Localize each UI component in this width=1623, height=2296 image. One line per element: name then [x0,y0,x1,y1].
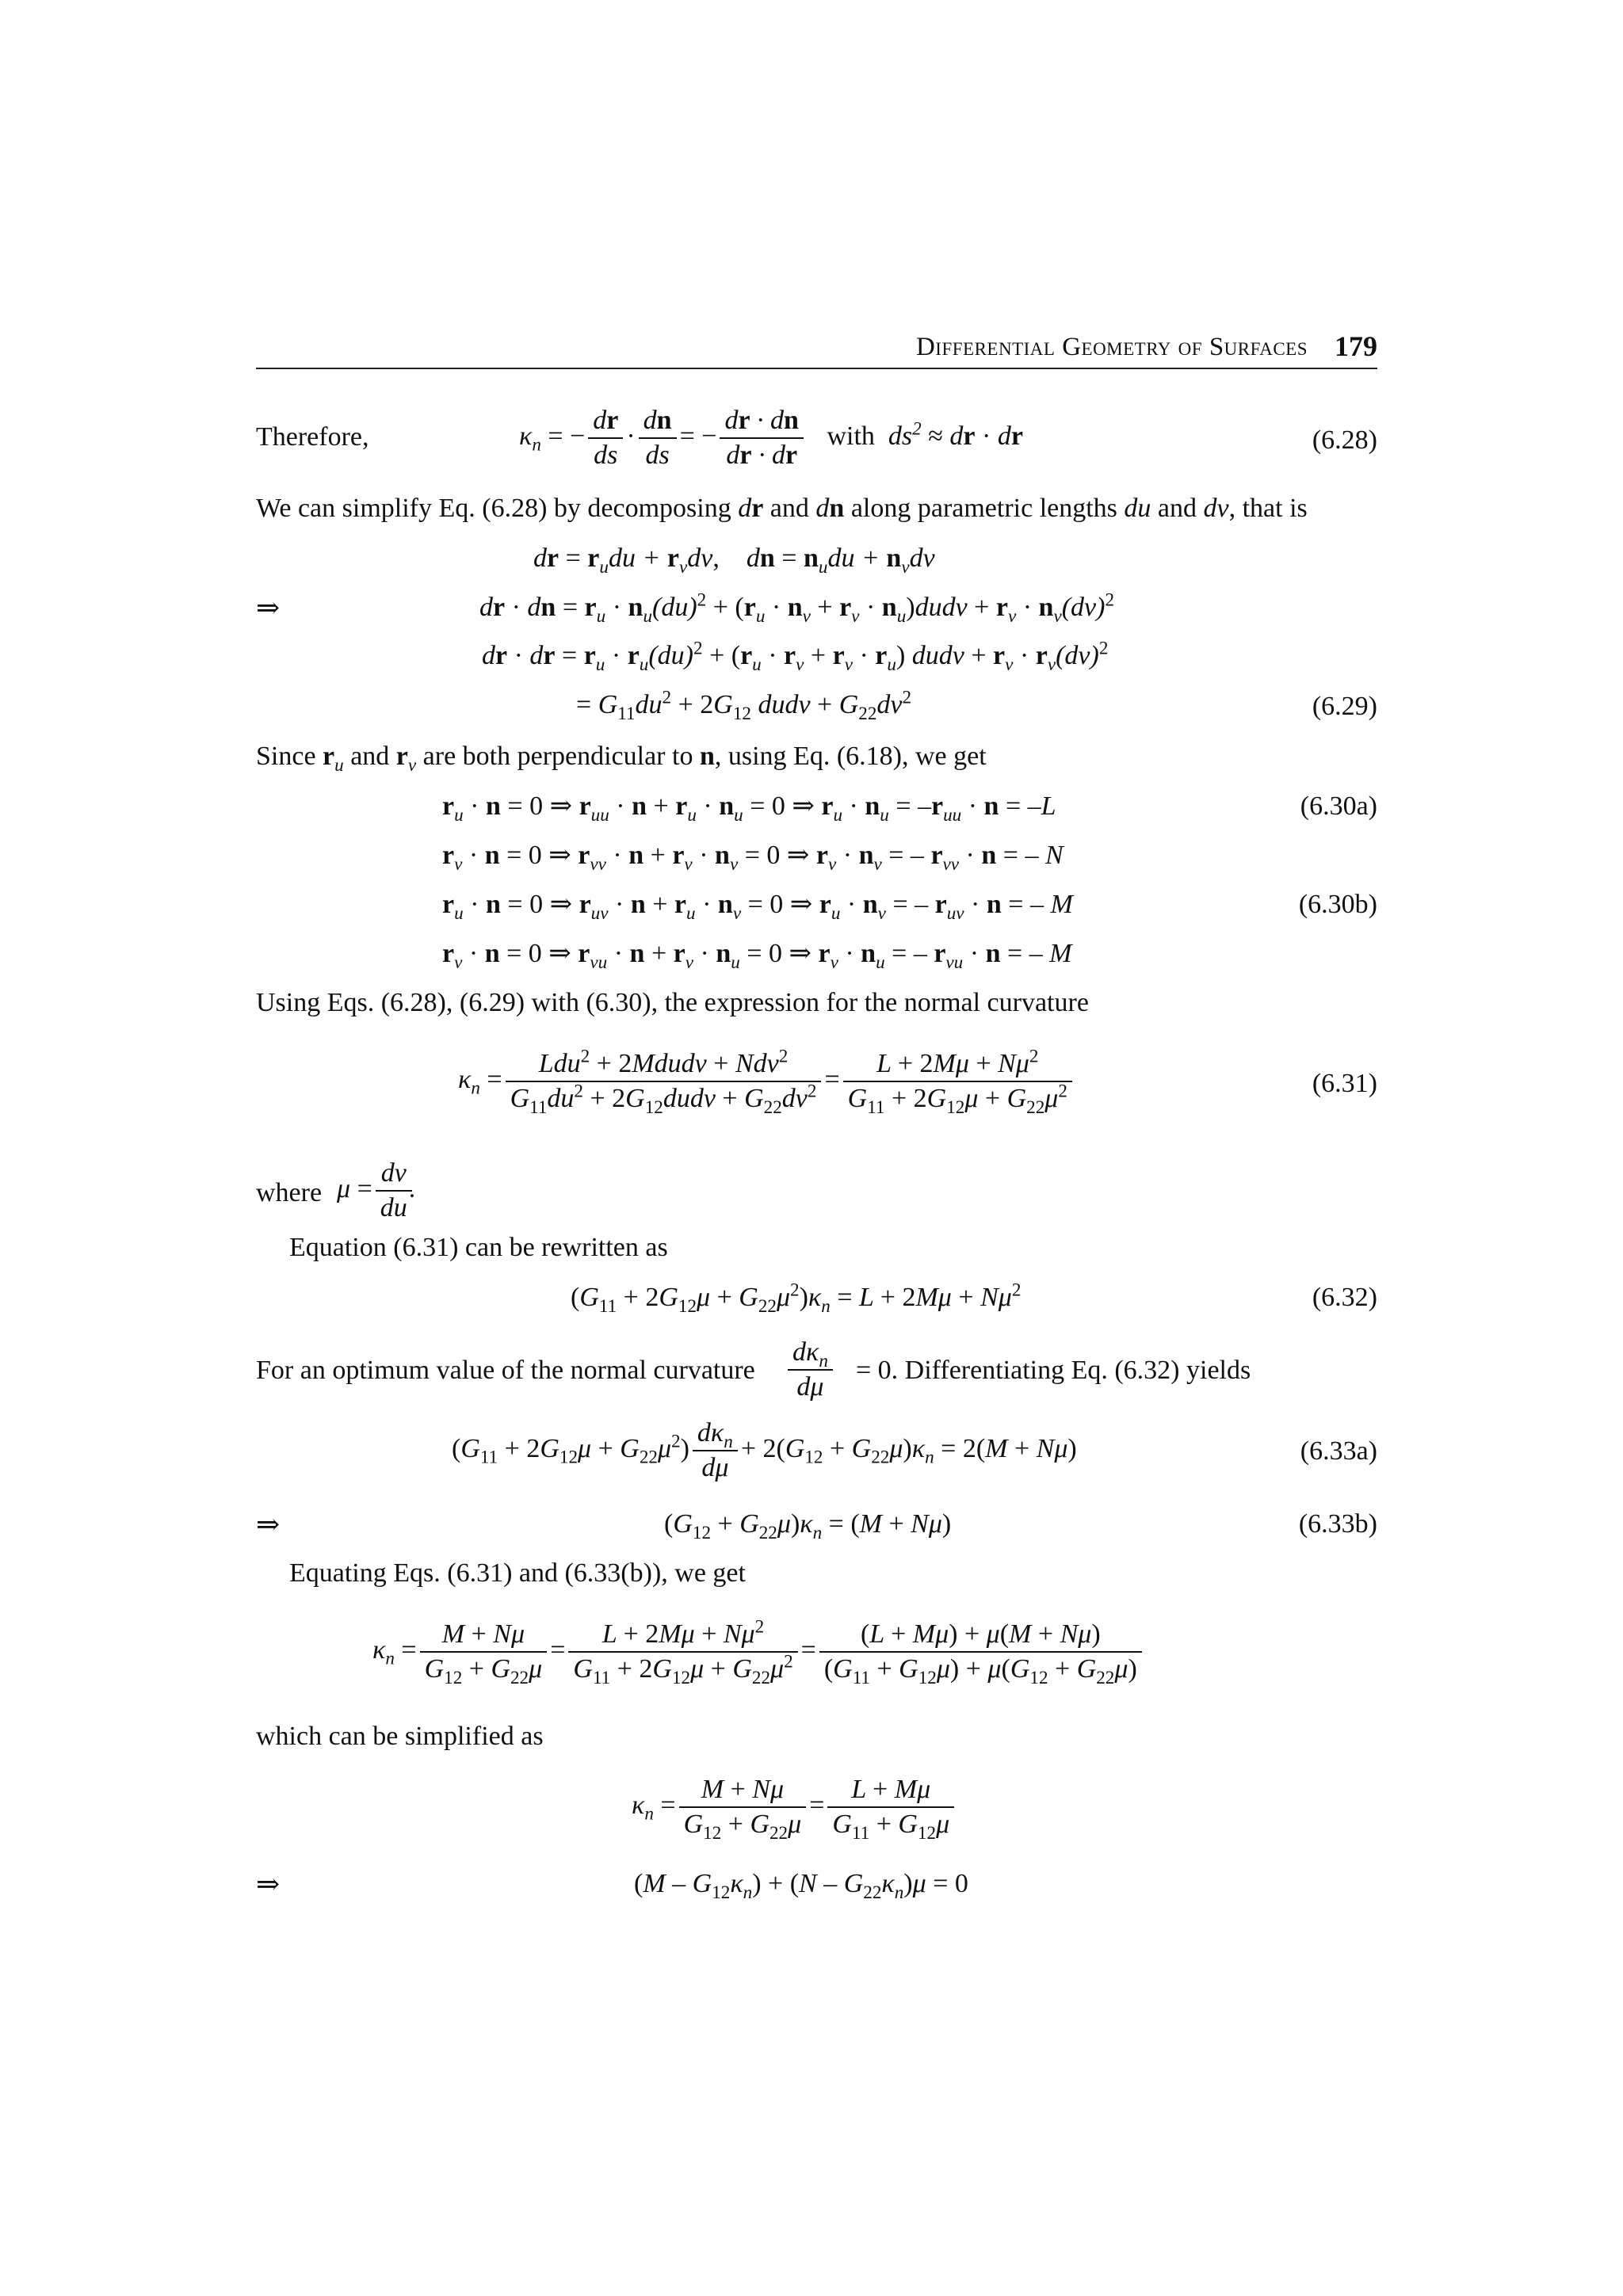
equation-dkappa-dmu: $\frac{d\kappa_n}{d\mu}$ [785,1336,836,1404]
equation-kappa-equalities: $\kappa_n$ = $\frac{M + N\mu}{G_{12} + G_{22}\mu}$ = $\frac{L + 2M\mu + N\mu^2}{G_{11} + 2G_{12}\mu + G_{22}\mu^2}$ = $\frac{(L + M\mu) + \mu(M + N\mu)}{(G_{11} + G_{12}\mu) + \mu(G_{12} + G_{22}\mu)}$ [372,1618,1145,1686]
eq-number-6-30a: (6.30a) [1300,791,1377,821]
equation-first-fundamental-form: = $G_{11}du^2 + 2G_{12}$ dudv + $G_{22}dv^2$ [576,687,912,724]
eq-number-6-29: (6.29) [1312,692,1377,721]
page-header [256,330,1377,369]
paragraph-using: Using Eqs. (6.28), (6.29) with (6.30), the expression for the normal curvature [256,988,1089,1017]
implies-symbol: ⇒ [256,592,281,624]
paragraph-since: Since $r_u$ and $r_v$ are both perpendicular to n, using Eq. (6.18), we get [256,742,987,776]
equation-dr-dn-decomp: dr = $r_udu + r_vdv$, dn = $n_udu + n_vdv$ [533,543,935,578]
equation-dr-dot-dn: dr · dn = $r_u \cdot n_u(du)^2 + (r_u \cdot n_v + r_v$ · $n_u)dudv + r_v \cdot n_v(dv)^2$ [479,589,1115,627]
equation-6-30b: $r_u \cdot n = 0$ ⇒ $r_{uv} \cdot n + r_u \cdot n_v = 0$ ⇒ $r_u \cdot n_v$ = – $r_{uv} \cdot n$ = – M [442,890,1073,924]
equation-6-33b: $(G_{12} + G_{22}\mu)\kappa_n = (M + N\mu)$ [664,1509,952,1543]
equation-6-28: $\kappa_n$ = − $\frac{dr}{ds}$ · $\frac{dn}{ds}$ = − $\frac{dr \cdot dn}{dr \cdot dr}$ with $ds^2$ ≈ dr · dr [519,406,1023,470]
equation-rv-nu: $r_v \cdot n = 0$ ⇒ $r_{vu} \cdot n + r_v \cdot n_u = 0$ ⇒ $r_v \cdot n_u$ = – $r_{vu} \cdot n$ = – M [442,939,1072,973]
implies-symbol: ⇒ [256,1868,281,1900]
equation-6-31: $\kappa_n$ = $\frac{Ldu^2 + 2Mdudv + Ndv^2}{G_{11}du^2 + 2G_{12}dudv + G_{22}dv^2}$ = $\frac{L + 2M\mu + N\mu^2}{G_{11} + 2G_{12}\mu + G_{22}\mu^2}$ [458,1047,1075,1116]
equation-6-32: $(G_{11} + 2G_{12}\mu + G_{22}\mu^2)\kappa_n = L + 2M\mu + N\mu^2$ [571,1280,1022,1317]
equation-mu-definition: μ = $\frac{dv}{du}$ . [337,1158,416,1222]
eq-number-6-33b: (6.33b) [1298,1509,1377,1539]
equation-dr-dot-dr: dr · dr = $r_u \cdot r_u(du)^2 + (r_u \cdot r_v + r_v \cdot r_u)$ dudv + $r_v \cdot r_v(dv)^2$ [482,638,1109,675]
equation-kappa-simplified: $\kappa_n$ = $\frac{M + N\mu}{G_{12} + G_{22}\mu}$ = $\frac{L + M\mu}{G_{11} + G_{12}\mu}$ [632,1773,957,1841]
running-head: Differential Geometry of Surfaces [915,333,1308,361]
where-label: where [256,1178,323,1207]
page-number: 179 [1335,330,1377,362]
paragraph-optimum-tail: = 0. Differentiating Eq. (6.32) yields [856,1356,1251,1385]
paragraph-simplified: which can be simplified as [256,1722,544,1751]
equation-rv-nv: $r_v \cdot n = 0$ ⇒ $r_{vv} \cdot n + r_v \cdot n_v = 0$ ⇒ $r_v \cdot n_v$ = – $r_{vv} \cdot n$ = – N [442,841,1064,875]
implies-symbol: ⇒ [256,1508,281,1540]
eq-number-6-28: (6.28) [1312,425,1377,455]
eq-number-6-32: (6.32) [1312,1283,1377,1312]
eq-number-6-33a: (6.33a) [1300,1436,1377,1466]
paragraph-simplify: We can simplify Eq. (6.28) by decomposing dr and dn along parametric lengths du and dv, that is [256,494,1308,523]
eq-number-6-30b: (6.30b) [1298,890,1377,919]
equation-principal-direction: $(M - G_{12}\kappa_n) + (N - G_{22}\kappa_n)\mu = 0$ [634,1869,968,1903]
paragraph-optimum: For an optimum value of the normal curvature [256,1356,755,1385]
therefore-label: Therefore, [256,422,369,452]
paragraph-rewritten: Equation (6.31) can be rewritten as [289,1233,668,1262]
paragraph-equating: Equating Eqs. (6.31) and (6.33(b)), we get [289,1558,746,1588]
equation-6-33a: $(G_{11} + 2G_{12}\mu + G_{22}\mu^2)$ $\frac{d\kappa_n}{d\mu}$ + $2(G_{12} + G_{22}\mu)\kappa_n = 2(M + N\mu)$ [452,1418,1077,1482]
eq-number-6-31: (6.31) [1312,1069,1377,1098]
equation-6-30a: $r_u \cdot n = 0$ ⇒ $r_{uu} \cdot n + r_u \cdot n_u = 0$ ⇒ $r_u \cdot n_u = -r_{uu} \cdot n = -L$ [442,791,1056,826]
